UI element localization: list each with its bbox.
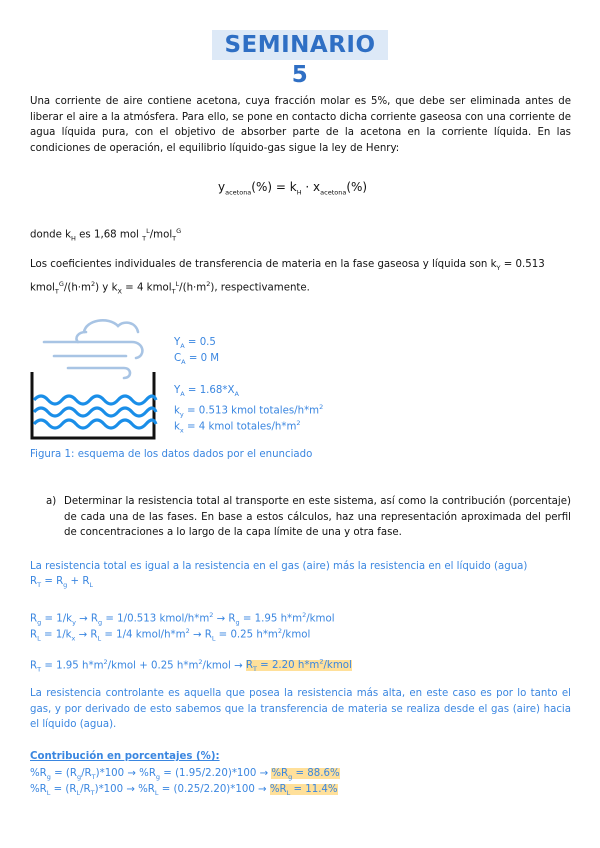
gas-percentage-result: $\%R_g = 88.6\%$ — [271, 768, 340, 782]
total-resistance-definition: $R_T = R_g + R_L$ — [30, 576, 94, 590]
gas-resistance-calc: $R_g = 1/k_y \to R_g = 1/0.513$ kmol/$h*m^2 \to R_g = 1.95$ $h*m^2$/kmol — [30, 611, 335, 627]
liquid-waves-icon — [34, 396, 156, 428]
liquid-resistance-calc: $R_L = 1/k_x \to R_L = 1/4$ kmol/$h*m^2 \to R_L = 0.25$ $h*m^2$/kmol — [30, 627, 311, 643]
figure-caption: Figura 1: esquema de los datos dados por el enunciado — [30, 449, 313, 460]
gas-concentration-label: $C_A = 0$ M — [174, 353, 220, 367]
henry-equation: $y_{acetona}(\%) = k_H \cdot x_{acetona}(\%)$ — [218, 180, 368, 197]
coefficients-paragraph: Los coeficientes individuales de transferencia de materia en la fase gaseosa y líquida son $k_Y = 0.513$ $kmol_T^G/(h\cdot m^2)$ y $k_X = 4$ $kmol_T^L/(h\cdot m^2)$, respectivamente. — [30, 259, 545, 295]
question-text: Determinar la resistencia total al transporte en este sistema, así como la contribución (porcentaje) de cada una de las fases. En base a estos cálculos, haz una representación aproximada del perfil de concentraciones a lo largo de la capa límite de una y otra fase. — [64, 496, 571, 538]
gas-percentage-calc: $\%R_g = (R_g/R_T)*100 \to \%R_g = (1.95/2.20)*100 \to \%R_g = 88.6\%$ — [30, 768, 340, 782]
intro-paragraph: Una corriente de aire contiene acetona, cuya fracción molar es 5%, que debe ser eliminada antes de liberar el aire a la atmósfera. Para ello, se pone en contacto dicha corriente gaseosa con una corriente de agua líquida pura, con el objetivo de absorber parte de la acetona en la corriente líquida. En las condiciones de operación, el equilibrio líquido-gas sigue la ley de Henry: — [30, 96, 571, 154]
ky-label: $k_y = 0.513$ kmol totales/$h*m^2$ — [174, 403, 324, 419]
kx-label: $k_x = 4$ kmol totales/$h*m^2$ — [174, 419, 301, 435]
liquid-percentage-calc: $\%R_L = (R_L/R_T)*100 \to \%R_L = (0.25/2.20)*100 \to \%R_L = 11.4\%$ — [30, 784, 338, 798]
wind-cloud-icon — [44, 320, 142, 378]
henry-constant-line: donde $k_H$ es 1,68 mol $_T^L$/mol$_T^G$ — [30, 227, 182, 243]
question-label: a) — [46, 496, 57, 507]
controlling-resistance-paragraph: La resistencia controlante es aquella que posea la resistencia más alta, en este caso es por lo tanto el gas, y por derivado de esto sabemos que la transferencia de materia se realiza desde el gas (aire) hacia el líquido (agua). — [30, 688, 571, 730]
gas-fraction-label: $Y_A = 0.5$ — [174, 337, 216, 351]
page-title: SEMINARIO 5 — [212, 30, 388, 60]
percentages-heading: Contribución en porcentajes (%): — [30, 751, 220, 762]
liquid-percentage-result: $\%R_L = 11.4\%$ — [269, 784, 338, 798]
absorption-schematic — [28, 312, 160, 440]
total-resistance-calc: $R_T = 1.95$ $h*m^2$/kmol + 0.25 $h*m^2$/kmol → $R_T = 2.20$ $h*m^2$/kmol — [30, 658, 352, 674]
equilibrium-label: $Y_A = 1.68*X_A$ — [174, 385, 239, 399]
total-resistance-result: $R_T = 2.20$ $h*m^2$/kmol — [245, 658, 352, 674]
answer-intro: La resistencia total es igual a la resistencia en el gas (aire) más la resistencia en el líquido (agua) — [30, 561, 528, 572]
